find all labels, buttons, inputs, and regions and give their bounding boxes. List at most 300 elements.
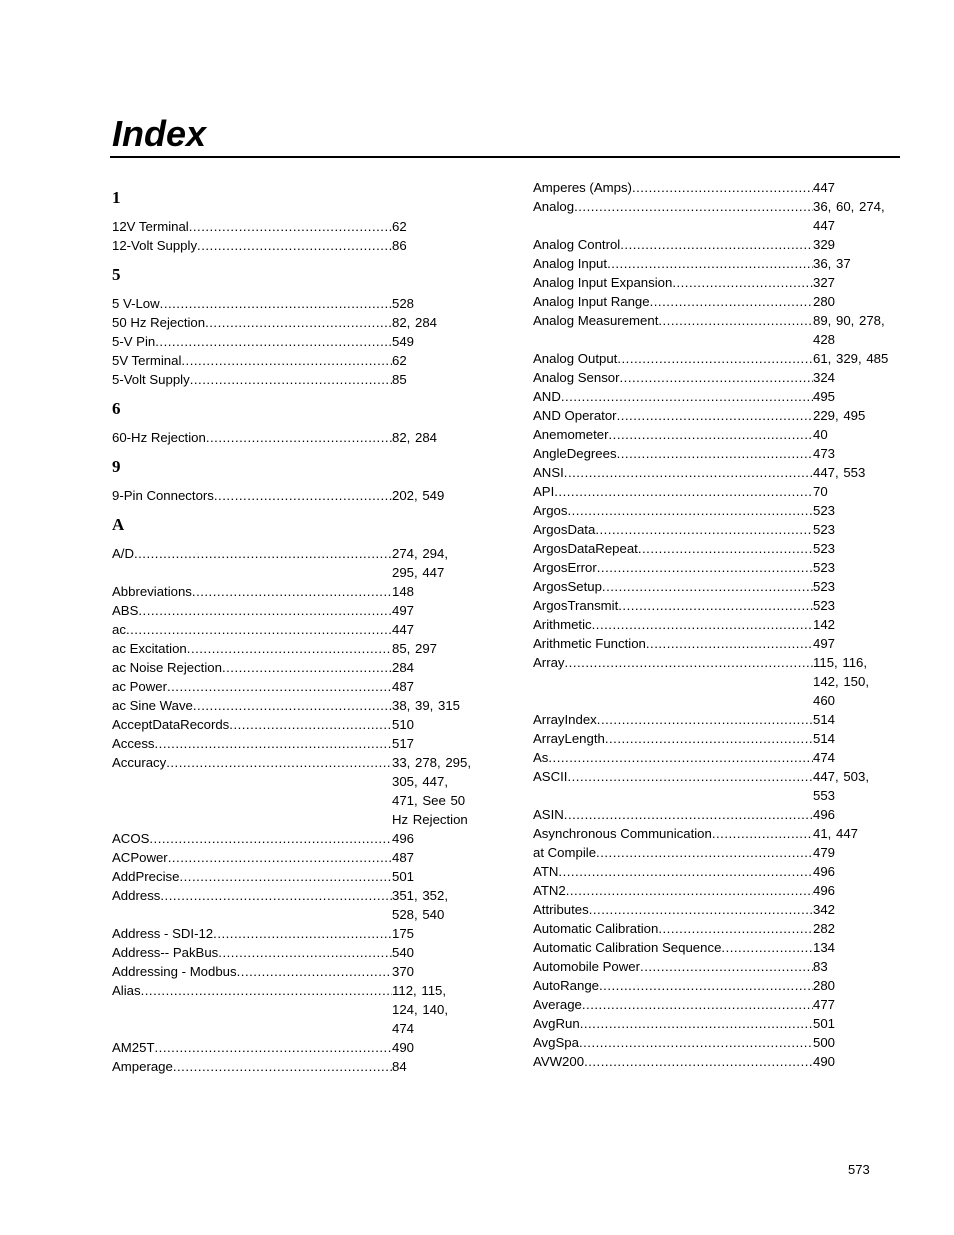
entry-term: Amperes (Amps)	[533, 180, 632, 195]
entry-pages: 38, 39, 315	[392, 698, 460, 713]
entry-pages: 85	[392, 372, 407, 387]
entry-pages: 82, 284	[392, 430, 437, 445]
entry-pages: 61, 329, 485	[813, 351, 889, 366]
index-entry	[533, 596, 903, 615]
entry-pages: 36, 37	[813, 256, 851, 271]
entry-pages: 490	[813, 1054, 836, 1069]
entry-pages: 501	[392, 869, 415, 884]
index-entry	[112, 582, 482, 601]
entry-lead	[112, 696, 392, 715]
index-entry	[533, 577, 903, 596]
entry-lead	[533, 235, 813, 254]
entry-lead	[533, 634, 813, 653]
entry-pages: 496	[813, 807, 836, 822]
index-entry	[112, 867, 482, 886]
entry-lead	[112, 981, 392, 1000]
index-entry	[533, 235, 903, 254]
entry-term: Accuracy	[112, 755, 167, 770]
dot-leader	[554, 482, 813, 501]
entry-lead	[533, 862, 813, 881]
index-entry	[112, 658, 482, 677]
entry-lead	[533, 482, 813, 501]
entry-term: Addressing - Modbus	[112, 964, 237, 979]
entry-term: ACPower	[112, 850, 168, 865]
index-entry	[533, 615, 903, 634]
entry-term: Attributes	[533, 902, 589, 917]
index-entry	[112, 1057, 482, 1076]
entry-term: AVW200	[533, 1054, 585, 1069]
index-section	[112, 457, 482, 505]
entry-lead	[533, 254, 813, 273]
entry-term: ACOS	[112, 831, 150, 846]
index-entry	[533, 444, 903, 463]
dot-leader	[222, 658, 392, 677]
entry-pages: 447	[813, 180, 836, 195]
entry-pages: 549	[392, 334, 415, 349]
entry-term: Analog Input	[533, 256, 608, 271]
dot-leader	[617, 349, 813, 368]
entry-term: Automobile Power	[533, 959, 641, 974]
dot-leader	[179, 867, 392, 886]
entry-pages: 329	[813, 237, 836, 252]
entry-term: ac Noise Rejection	[112, 660, 222, 675]
entry-pages: 447, 553	[813, 465, 866, 480]
dot-leader	[134, 544, 392, 563]
entry-term: ASIN	[533, 807, 564, 822]
index-entry	[533, 995, 903, 1014]
dot-leader	[138, 601, 392, 620]
index-entry	[533, 501, 903, 520]
index-entry	[533, 729, 903, 748]
entry-pages: 351, 352, 528, 540	[392, 888, 448, 922]
dot-leader	[566, 881, 813, 900]
index-entry	[533, 292, 903, 311]
entry-term: AngleDegrees	[533, 446, 617, 461]
index-entry	[533, 311, 903, 349]
entry-lead	[533, 577, 813, 596]
dot-leader	[190, 370, 392, 389]
index-entry	[533, 710, 903, 729]
index-entry	[533, 273, 903, 292]
entry-pages: 202, 549	[392, 488, 445, 503]
index-entry	[112, 428, 482, 447]
entry-lead	[533, 520, 813, 539]
dot-leader	[584, 1052, 813, 1071]
index-entry	[533, 349, 903, 368]
entry-lead	[112, 351, 392, 370]
dot-leader	[564, 463, 813, 482]
index-entry	[112, 639, 482, 658]
dot-leader	[558, 862, 813, 881]
entry-lead	[112, 620, 392, 639]
dot-leader	[599, 976, 813, 995]
index-entry	[533, 254, 903, 273]
dot-leader	[564, 805, 813, 824]
entry-lead	[112, 924, 392, 943]
entry-term: Arithmetic	[533, 617, 592, 632]
entry-lead	[112, 428, 392, 447]
dot-leader	[160, 886, 392, 905]
index-entry	[533, 938, 903, 957]
section-heading: 6	[112, 399, 121, 418]
entry-lead	[533, 653, 813, 672]
index-entry	[112, 715, 482, 734]
dot-leader	[155, 332, 392, 351]
entry-pages: 82, 284	[392, 315, 437, 330]
entry-pages: 134	[813, 940, 836, 955]
entry-pages: 496	[813, 883, 836, 898]
dot-leader	[206, 428, 392, 447]
entry-pages: 284	[392, 660, 415, 675]
index-entry	[112, 734, 482, 753]
index-entry	[533, 558, 903, 577]
entry-term: A/D	[112, 546, 134, 561]
index-entry	[533, 881, 903, 900]
entry-lead	[112, 753, 392, 772]
index-entry	[112, 924, 482, 943]
entry-pages: 62	[392, 219, 407, 234]
index-entry	[112, 981, 482, 1038]
entry-term: 60-Hz Rejection	[112, 430, 206, 445]
entry-lead	[533, 349, 813, 368]
dot-leader	[567, 767, 813, 786]
dot-leader	[189, 217, 392, 236]
entry-pages: 523	[813, 522, 836, 537]
entry-pages: 324	[813, 370, 836, 385]
entry-lead	[112, 332, 392, 351]
section-heading: 1	[112, 188, 121, 207]
entry-pages: 487	[392, 679, 415, 694]
entry-lead	[533, 957, 813, 976]
index-entry	[112, 753, 482, 829]
entry-pages: 148	[392, 584, 415, 599]
entry-lead	[112, 1038, 392, 1057]
dot-leader	[597, 558, 813, 577]
entry-term: AND Operator	[533, 408, 617, 423]
entry-lead	[112, 867, 392, 886]
entry-lead	[533, 805, 813, 824]
entry-pages: 447, 503, 553	[813, 769, 869, 803]
entry-term: 12V Terminal	[112, 219, 189, 234]
entry-lead	[533, 615, 813, 634]
section-heading: A	[112, 515, 125, 534]
entry-term: AddPrecise	[112, 869, 180, 884]
index-entry	[112, 370, 482, 389]
entry-term: ArrayIndex	[533, 712, 597, 727]
entry-pages: 479	[813, 845, 836, 860]
entry-pages: 36, 60, 274, 447	[813, 199, 885, 233]
dot-leader	[160, 294, 392, 313]
entry-pages: 84	[392, 1059, 407, 1074]
entry-pages: 115, 116, 142, 150, 460	[813, 655, 869, 708]
entry-pages: 41, 447	[813, 826, 858, 841]
dot-leader	[192, 582, 392, 601]
entry-lead	[533, 558, 813, 577]
dot-leader	[582, 995, 813, 1014]
entry-pages: 282	[813, 921, 836, 936]
dot-leader	[605, 729, 813, 748]
entry-lead	[112, 715, 392, 734]
dot-leader	[596, 843, 813, 862]
index-entry	[533, 520, 903, 539]
index-entry	[533, 368, 903, 387]
index-entry	[533, 653, 903, 710]
index-entry	[533, 1014, 903, 1033]
entry-lead	[112, 601, 392, 620]
index-section	[112, 515, 482, 1076]
index-entry	[533, 767, 903, 805]
entry-term: ABS	[112, 603, 139, 618]
entry-term: Amperage	[112, 1059, 173, 1074]
page-title: Index	[112, 113, 207, 154]
dot-leader	[618, 596, 813, 615]
entry-term: API	[533, 484, 555, 499]
index-entry	[533, 957, 903, 976]
index-entry	[533, 900, 903, 919]
entry-lead	[533, 976, 813, 995]
entry-pages: 514	[813, 731, 836, 746]
entry-pages: 370	[392, 964, 415, 979]
entry-lead	[533, 387, 813, 406]
entry-term: Access	[112, 736, 155, 751]
index-entry	[112, 848, 482, 867]
entry-pages: 327	[813, 275, 836, 290]
entry-lead	[533, 596, 813, 615]
dot-leader	[155, 1038, 392, 1057]
index-entry	[533, 482, 903, 501]
entry-term: Arithmetic Function	[533, 636, 646, 651]
entry-pages: 510	[392, 717, 415, 732]
entry-term: AvgRun	[533, 1016, 580, 1031]
entry-term: Average	[533, 997, 582, 1012]
entry-lead	[533, 273, 813, 292]
entry-pages: 474	[813, 750, 836, 765]
entry-pages: 473	[813, 446, 836, 461]
entry-term: 5-V Pin	[112, 334, 156, 349]
entry-lead	[533, 881, 813, 900]
index-column-left	[112, 178, 482, 1076]
index-entry	[533, 1052, 903, 1071]
dot-leader	[168, 848, 392, 867]
entry-lead	[533, 178, 813, 197]
entry-term: ASCII	[533, 769, 568, 784]
entry-term: ANSI	[533, 465, 564, 480]
entry-pages: 33, 278, 295, 305, 447, 471, See 50 Hz Rejection	[392, 755, 471, 827]
entry-lead	[112, 370, 392, 389]
index-entry	[533, 178, 903, 197]
entry-term: 12-Volt Supply	[112, 238, 198, 253]
entry-lead	[533, 729, 813, 748]
entry-lead	[533, 1014, 813, 1033]
entry-term: Argos	[533, 503, 568, 518]
entry-lead	[533, 368, 813, 387]
entry-pages: 540	[392, 945, 415, 960]
entry-term: AcceptDataRecords	[112, 717, 230, 732]
entry-term: Analog Input Expansion	[533, 275, 673, 290]
entry-term: Analog	[533, 199, 575, 214]
entry-pages: 500	[813, 1035, 836, 1050]
entry-pages: 523	[813, 579, 836, 594]
index-entry	[533, 634, 903, 653]
entry-lead	[533, 311, 813, 330]
entry-lead	[112, 639, 392, 658]
dot-leader	[597, 710, 813, 729]
index-entry	[112, 601, 482, 620]
entry-term: ac Sine Wave	[112, 698, 193, 713]
entry-term: ac	[112, 622, 126, 637]
index-entry	[112, 696, 482, 715]
dot-leader	[214, 486, 392, 505]
entry-pages: 62	[392, 353, 407, 368]
entry-lead	[533, 900, 813, 919]
dot-leader	[589, 900, 813, 919]
index-entry	[533, 748, 903, 767]
index-entry	[112, 943, 482, 962]
page-number: 573	[848, 1162, 870, 1177]
dot-leader	[658, 919, 813, 938]
dot-leader	[173, 1057, 392, 1076]
entry-term: 9-Pin Connectors	[112, 488, 214, 503]
index-entry	[533, 919, 903, 938]
dot-leader	[213, 924, 392, 943]
dot-leader	[197, 236, 392, 255]
index-entry	[112, 332, 482, 351]
title-rule	[110, 156, 900, 158]
index-section	[112, 399, 482, 447]
entry-pages: 528	[392, 296, 415, 311]
index-entry	[112, 677, 482, 696]
entry-term: ATN2	[533, 883, 566, 898]
entry-lead	[533, 444, 813, 463]
dot-leader	[620, 368, 813, 387]
entry-term: Analog Input Range	[533, 294, 650, 309]
dot-leader	[237, 962, 392, 981]
dot-leader	[181, 351, 392, 370]
entry-lead	[533, 938, 813, 957]
index-entry	[533, 197, 903, 235]
entry-lead	[533, 710, 813, 729]
entry-term: 5V Terminal	[112, 353, 182, 368]
entry-term: 50 Hz Rejection	[112, 315, 206, 330]
index-section	[112, 265, 482, 389]
entry-pages: 495	[813, 389, 836, 404]
dot-leader	[617, 406, 813, 425]
entry-lead	[112, 848, 392, 867]
index-entry	[533, 843, 903, 862]
index-entry	[112, 1038, 482, 1057]
entry-term: ArgosDataRepeat	[533, 541, 638, 556]
entry-pages: 497	[813, 636, 836, 651]
dot-leader	[218, 943, 392, 962]
dot-leader	[167, 677, 392, 696]
index-entry	[533, 406, 903, 425]
entry-lead	[112, 886, 392, 905]
index-entry	[533, 1033, 903, 1052]
entry-pages: 86	[392, 238, 407, 253]
index-entry	[112, 962, 482, 981]
entry-term: Automatic Calibration	[533, 921, 659, 936]
entry-term: Anemometer	[533, 427, 609, 442]
index-entry	[112, 313, 482, 332]
entry-term: ArgosData	[533, 522, 596, 537]
entry-term: ArgosSetup	[533, 579, 602, 594]
index-entry	[112, 294, 482, 313]
entry-pages: 280	[813, 294, 836, 309]
entry-pages: 342	[813, 902, 836, 917]
entry-lead	[533, 501, 813, 520]
entry-term: Analog Sensor	[533, 370, 620, 385]
entry-term: As	[533, 750, 549, 765]
dot-leader	[617, 444, 813, 463]
entry-lead	[112, 582, 392, 601]
index-entry	[112, 217, 482, 236]
entry-lead	[112, 486, 392, 505]
entry-pages: 501	[813, 1016, 836, 1031]
entry-term: Analog Output	[533, 351, 618, 366]
dot-leader	[574, 197, 813, 216]
index-entry	[533, 805, 903, 824]
index-entry	[533, 387, 903, 406]
entry-term: Address - SDI-12	[112, 926, 214, 941]
entry-pages: 517	[392, 736, 415, 751]
dot-leader	[126, 620, 392, 639]
dot-leader	[712, 824, 813, 843]
dot-leader	[620, 235, 813, 254]
entry-pages: 85, 297	[392, 641, 437, 656]
dot-leader	[193, 696, 392, 715]
section-heading: 5	[112, 265, 121, 284]
entry-term: Abbreviations	[112, 584, 192, 599]
entry-pages: 523	[813, 598, 836, 613]
entry-pages: 280	[813, 978, 836, 993]
dot-leader	[548, 748, 813, 767]
entry-pages: 523	[813, 560, 836, 575]
entry-term: Alias	[112, 983, 141, 998]
entry-lead	[112, 962, 392, 981]
entry-lead	[112, 544, 392, 563]
index-entry	[533, 539, 903, 558]
entry-lead	[533, 1033, 813, 1052]
dot-leader	[580, 1014, 813, 1033]
entry-lead	[533, 1052, 813, 1071]
entry-term: ArgosTransmit	[533, 598, 619, 613]
dot-leader	[632, 178, 813, 197]
entry-lead	[533, 406, 813, 425]
dot-leader	[602, 577, 813, 596]
entry-lead	[533, 463, 813, 482]
index-entry	[112, 351, 482, 370]
dot-leader	[640, 957, 813, 976]
entry-pages: 229, 495	[813, 408, 866, 423]
entry-term: Analog Control	[533, 237, 621, 252]
dot-leader	[155, 734, 392, 753]
entry-pages: 83	[813, 959, 828, 974]
dot-leader	[592, 615, 813, 634]
index-entry	[112, 829, 482, 848]
entry-pages: 274, 294, 295, 447	[392, 546, 448, 580]
dot-leader	[638, 539, 813, 558]
entry-lead	[112, 236, 392, 255]
entry-pages: 447	[392, 622, 415, 637]
entry-pages: 40	[813, 427, 828, 442]
entry-lead	[112, 829, 392, 848]
dot-leader	[205, 313, 392, 332]
entry-term: Address	[112, 888, 161, 903]
entry-lead	[112, 734, 392, 753]
entry-lead	[112, 294, 392, 313]
entry-lead	[533, 767, 813, 786]
entry-lead	[533, 824, 813, 843]
